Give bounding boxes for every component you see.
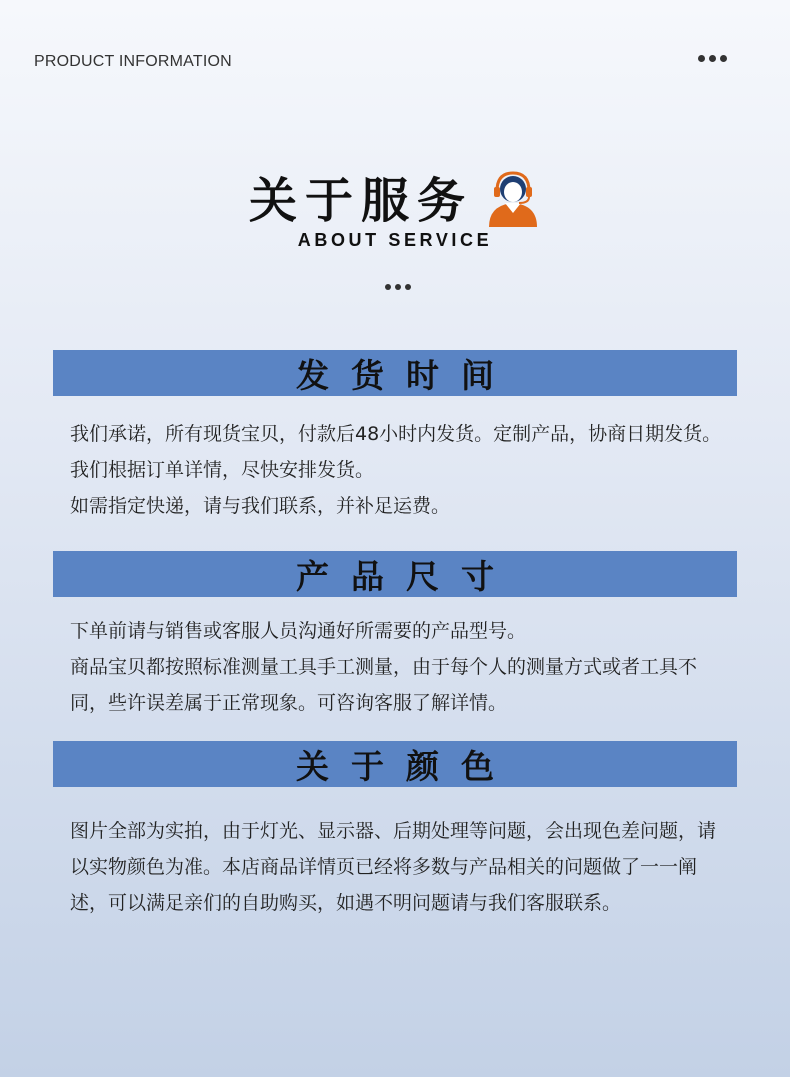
section-body-size bbox=[70, 613, 730, 721]
section-title: 关于颜色 bbox=[296, 746, 516, 786]
paragraph: 我们承诺，所有现货宝贝，付款后48小时内发货。定制产品，协商日期发货。我们根据订单详情，尽快安排发货。 bbox=[70, 423, 722, 481]
paragraph: 如需指定快递，请与我们联系，并补足运费。 bbox=[70, 495, 451, 517]
header-label: PRODUCT INFORMATION bbox=[34, 53, 232, 70]
section-title: 产品尺寸 bbox=[296, 556, 516, 596]
page-title: 关于服务 bbox=[248, 173, 473, 229]
paragraph: 商品宝贝都按照标准测量工具手工测量，由于每个人的测量方式或者工具不同，些许误差属于正常现象。可咨询客服了解详情。 bbox=[70, 656, 698, 714]
title-block bbox=[0, 162, 790, 231]
section-body-color bbox=[70, 813, 730, 921]
more-horizontal-icon[interactable] bbox=[698, 55, 727, 62]
ellipsis-dots-icon bbox=[385, 284, 411, 290]
paragraph: 下单前请与销售或客服人员沟通好所需要的产品型号。 bbox=[70, 620, 527, 642]
customer-service-agent-icon bbox=[485, 167, 541, 227]
section-header-shipping bbox=[53, 350, 737, 396]
section-header-color bbox=[53, 741, 737, 787]
section-body-shipping bbox=[70, 416, 730, 524]
section-title: 发货时间 bbox=[296, 355, 516, 395]
section-header-size bbox=[53, 551, 737, 597]
paragraph: 图片全部为实拍，由于灯光、显示器、后期处理等问题，会出现色差问题，请以实物颜色为准。本店商品详情页已经将多数与产品相关的问题做了一一阐述，可以满足亲们的自助购买，如遇不明问题请与我们客服联系。 bbox=[70, 820, 717, 914]
page-subtitle: ABOUT SERVICE bbox=[297, 230, 493, 250]
